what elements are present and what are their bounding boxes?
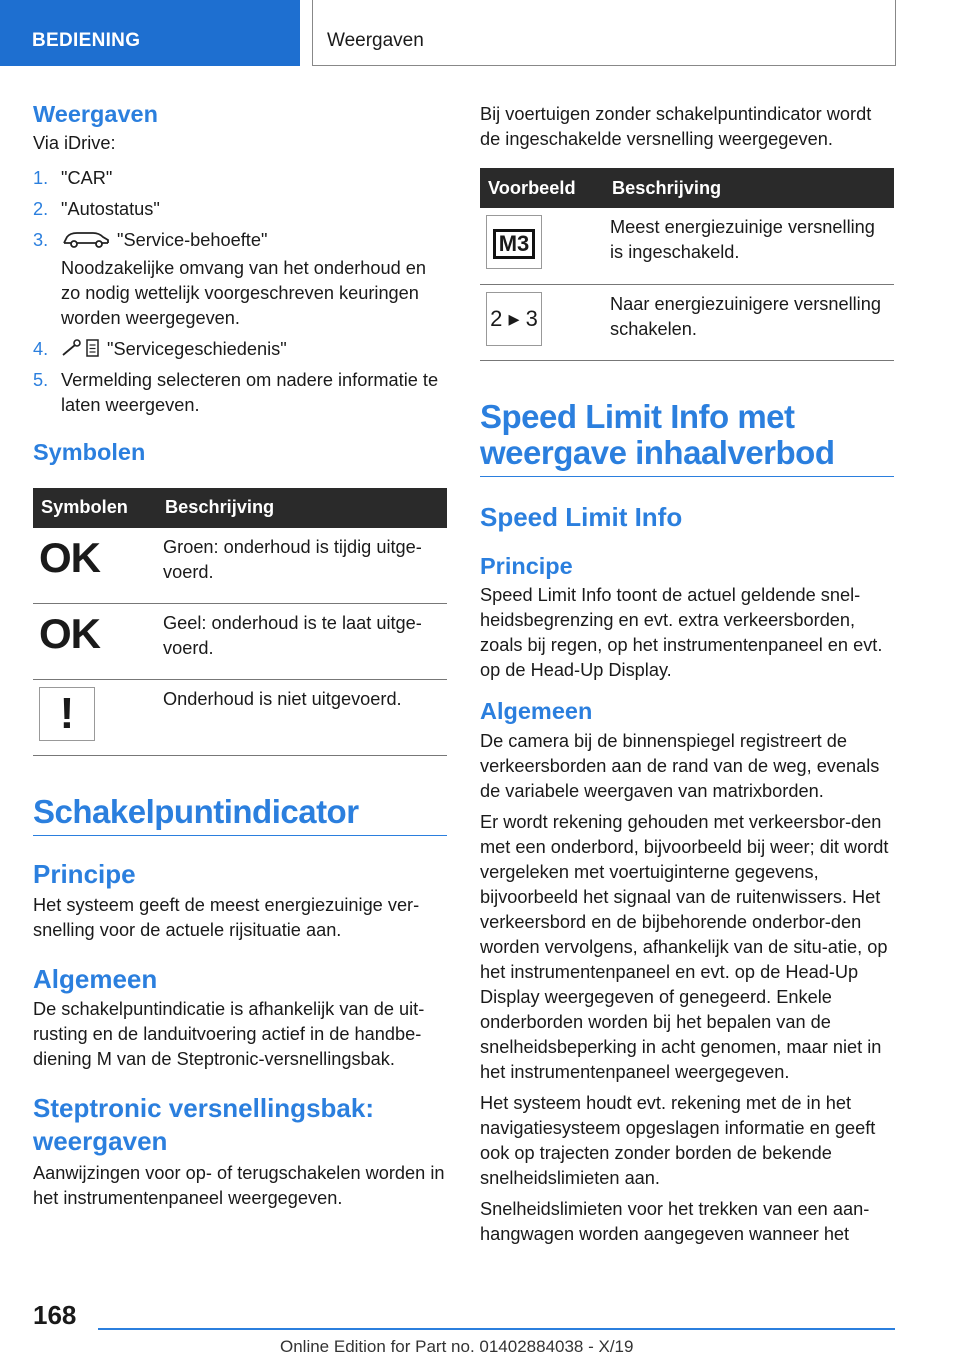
gear-shift-symbol: 2 ▸ 3 [486,292,542,346]
exclamation-icon: ! [59,689,75,739]
col-header-symbolen: Symbolen [33,488,157,528]
heading-symbolen: Symbolen [33,439,146,466]
edition-text: Online Edition for Part no. 01402884038 - X/19 [280,1337,634,1356]
heading-speed-limit-info-inhaalverbod: Speed Limit Info met weergave inhaalverbod [480,399,894,478]
desc-cell: Naar energiezuinigere versnelling schakelen. [604,284,894,360]
intro-text: Bij voertuigen zonder schakelpuntindicator wordt de ingeschakelde versnelling weergegeven. [480,104,872,149]
via-idrive: Via iDrive: [33,133,116,154]
table-header-row [33,488,447,528]
list-item: 4. "Servicegeschiedenis" [33,339,287,360]
symbol-cell [33,604,157,680]
section-tab: BEDIENING [0,0,300,66]
desc-cell: Meest energiezuinige versnelling is ingeschakeld. [604,208,894,284]
gear-table [480,168,894,361]
desc-cell: Groen: onderhoud is tijdig uitge-voerd. [157,528,447,604]
ok-yellow-symbol: OK [39,610,100,658]
table-row [33,604,447,680]
table-row [480,284,894,360]
col-header-voorbeeld: Voorbeeld [480,168,604,208]
paragraph: Snelheidslimieten voor het trekken van een aan-hangwagen worden aangegeven wanneer het [480,1198,870,1244]
heading-schakelpuntindicator: Schakelpuntindicator [33,794,447,836]
ok-green-symbol: OK [39,533,100,581]
paragraph: Het systeem houdt evt. rekening met de in het navigatiesysteem opgeslagen informatie en geeft ook op trajecten zonder borden de bekende snelheidslimieten aan. [480,1092,876,1188]
paragraph: De camera bij de binnenspiegel registreert de verkeersborden aan de rand van de weg, evenals de variabele weergaven van matrixborden. [480,730,880,801]
col-header-beschrijving: Beschrijving [604,168,894,208]
symbols-table [33,488,447,757]
left-column [33,100,447,1211]
symbol-cell [33,680,157,756]
right-column [480,102,894,1247]
desc-cell: Geel: onderhoud is te laat uitge-voerd. [157,604,447,680]
heading-speed-limit-info: Speed Limit Info [480,502,683,533]
list-item: 5. Vermelding selecteren om nadere informatie te laten weergeven. [33,370,439,416]
heading-principe: Principe [480,552,573,579]
table-row [480,208,894,284]
car-icon [61,229,111,249]
steptronic-text: Aanwijzingen voor op- of terugschakelen worden in het instrumentenpaneel weergegeven. [33,1163,445,1209]
heading-principe: Principe [33,859,136,890]
symbol-cell [480,284,604,360]
list-item: 3. "Service-behoefte" Noodzakelijke omvang van het onderhoud en zo nodig wettelijk voorgeschreven keuringen worden weergegeven. [33,228,447,331]
table-header-row [480,168,894,208]
principe-text: Het systeem geeft de meest energiezuinige ver-snelling voor de actuele rijsituatie aan. [33,894,420,940]
col-header-beschrijving: Beschrijving [157,488,447,528]
page-number: 168 [33,1300,77,1330]
desc-cell: Onderhoud is niet uitgevoerd. [157,680,447,756]
service-history-icon [61,337,101,359]
step-detail: Noodzakelijke omvang van het onderhoud en zo nodig wettelijk voorgeschreven keuringen worden weergegeven. [61,258,427,329]
table-row [33,528,447,604]
chapter-title: Weergaven [312,0,896,66]
principe-text: Speed Limit Info toont de actuel geldende snel-heidsbegrenzing en evt. extra verkeersborden, zoals bij regen, op het instrumentenpaneel en evt. op de Head-Up Display. [480,585,883,681]
paragraph: Er wordt rekening gehouden met verkeersbor-den met een onderbord, bijvoorbeeld bij weer; dit wordt vergeleken met voertuiginterne gegevens, bijvoorbeeld het signaal van de ruitenwissers. Het verkeersbord en de bijbehorende onderbor-den worden vervolgens, afhankelijk van de situ-atie, op het instrumentenpaneel en evt. op de Head-Up Display weergegeven of genegeerd. Enkele onderborden worden bij het bepalen van de snelheidsbeperking in acht genomen, maar niet in het instrumentenpaneel weergegeven. [480,811,889,1082]
symbol-cell [480,208,604,284]
footer-divider [98,1328,895,1330]
list-item: 1. "CAR" [33,168,113,189]
warning-symbol [39,687,95,741]
steps-list [33,166,447,418]
heading-algemeen: Algemeen [33,963,158,994]
table-row [33,680,447,756]
heading-weergaven: Weergaven [33,101,158,127]
algemeen-text: De schakelpuntindicatie is afhankelijk van de uit-rusting en de landuitvoering actief in de handbe-diening M van de Steptronic-versnellingsbak. [33,999,425,1070]
heading-steptronic: Steptronic versnellingsbak: weergaven [33,1093,374,1156]
heading-algemeen: Algemeen [480,698,593,725]
gear-m3-symbol: M3 [486,215,542,269]
list-item: 2. "Autostatus" [33,199,160,220]
symbol-cell [33,528,157,604]
